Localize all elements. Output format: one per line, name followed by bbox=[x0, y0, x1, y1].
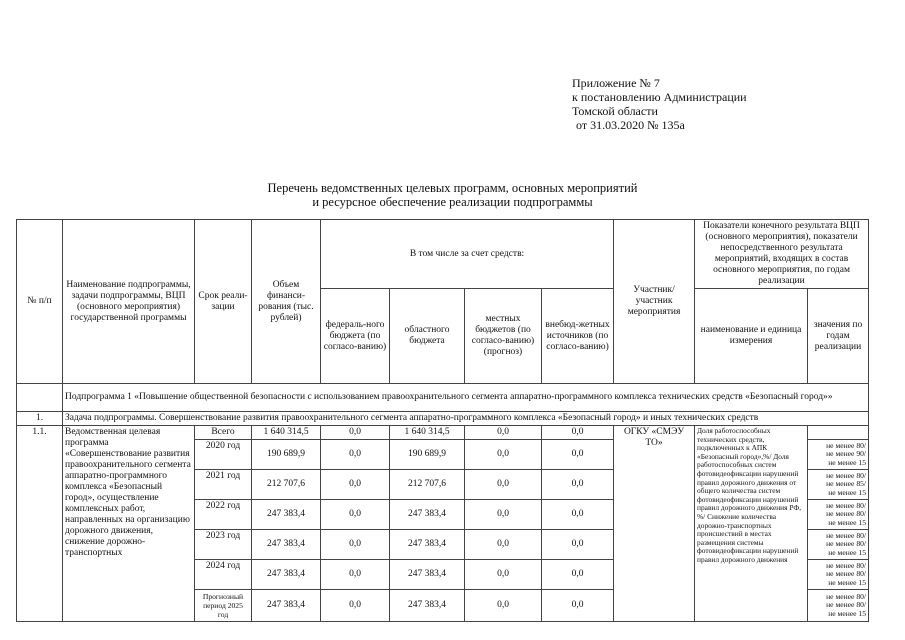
indicator-values bbox=[808, 530, 869, 560]
header-indicators: Показатели конечного результата ВЦП (основного мероприятия), показатели непосредственного результата мероприятий, входящих в состав основного мероприятия, по годам реализации bbox=[695, 220, 869, 289]
volume-cell: 247 383,4 bbox=[252, 590, 321, 622]
header-num: № п/п bbox=[17, 220, 63, 384]
appendix-line: Приложение № 7 bbox=[572, 76, 660, 90]
document-title bbox=[0, 181, 905, 209]
indicator-value: не менее 15 bbox=[828, 457, 867, 467]
header-offbudget: внебюд-жетных источников (по согласо-ванию) bbox=[542, 289, 614, 384]
federal-cell: 0,0 bbox=[321, 440, 390, 470]
task-num: 1. bbox=[17, 412, 63, 426]
appendix-line: от 31.03.2020 № 135а bbox=[576, 118, 685, 132]
term-cell: Прогнозный период 2025 год bbox=[195, 590, 252, 622]
indicator-value: не менее 90/ bbox=[826, 449, 867, 459]
title-line: и ресурсное обеспечение реализации подпрограммы bbox=[312, 195, 593, 209]
appendix-line: к постановлению Администрации bbox=[572, 90, 747, 104]
indicator-value: не менее 15 bbox=[828, 517, 867, 527]
indicator-text: Доля работоспособных технических средств, подключенных к АПК «Безопасный город»,%/ Доля работоспособных систем фотовидеофиксации нарушений правил дорожного движения от общего количества систем фотовидеофиксации нарушений правил дорожного движения РФ, %/ Снижение количества дорожно-транспортных происшествий в местах размещения системы фотовидеофиксации нарушений правил дорожного движения bbox=[695, 426, 808, 622]
volume-cell: 1 640 314,5 bbox=[252, 426, 321, 440]
indicator-value: не менее 85/ bbox=[826, 479, 867, 489]
indicator-value: не менее 80/ bbox=[826, 569, 867, 579]
federal-cell: 0,0 bbox=[321, 530, 390, 560]
header-ind-values: значения по годам реализации bbox=[808, 289, 869, 384]
offbudget-cell: 0,0 bbox=[542, 426, 614, 440]
indicator-value: не менее 15 bbox=[828, 608, 867, 618]
appendix-header bbox=[572, 76, 747, 132]
local-cell: 0,0 bbox=[465, 560, 542, 590]
federal-cell: 0,0 bbox=[321, 470, 390, 500]
indicator-values bbox=[808, 500, 869, 530]
header-volume: Объем финанси-рования (тыс. рублей) bbox=[252, 220, 321, 384]
indicator-value: не менее 80/ bbox=[826, 440, 867, 450]
header-participant: Участник/ участник мероприятия bbox=[614, 220, 695, 384]
federal-cell: 0,0 bbox=[321, 426, 390, 440]
volume-cell: 212 707,6 bbox=[252, 470, 321, 500]
header-federal: федераль-ного бюджета (по согласо-ванию) bbox=[321, 289, 390, 384]
indicator-values bbox=[808, 440, 869, 470]
indicator-value: не менее 80/ bbox=[826, 539, 867, 549]
indicator-value: не менее 80/ bbox=[826, 500, 867, 510]
offbudget-cell: 0,0 bbox=[542, 500, 614, 530]
offbudget-cell: 0,0 bbox=[542, 470, 614, 500]
local-cell: 0,0 bbox=[465, 470, 542, 500]
local-cell: 0,0 bbox=[465, 500, 542, 530]
indicator-value: не менее 80/ bbox=[826, 591, 867, 601]
indicator-value: не менее 80/ bbox=[826, 600, 867, 610]
federal-cell: 0,0 bbox=[321, 590, 390, 622]
local-cell: 0,0 bbox=[465, 440, 542, 470]
term-cell: Всего bbox=[195, 426, 252, 440]
offbudget-cell: 0,0 bbox=[542, 530, 614, 560]
appendix-line: Томской области bbox=[572, 104, 658, 118]
title-line: Перечень ведомственных целевых программ, основных мероприятий bbox=[267, 181, 638, 195]
offbudget-cell: 0,0 bbox=[542, 560, 614, 590]
indicator-value: не менее 80/ bbox=[826, 560, 867, 570]
federal-cell: 0,0 bbox=[321, 560, 390, 590]
regional-cell: 212 707,6 bbox=[390, 470, 465, 500]
term-cell: 2021 год bbox=[195, 470, 252, 500]
header-incl: В том числе за счет средств: bbox=[321, 220, 614, 289]
term-cell: 2020 год bbox=[195, 440, 252, 470]
indicator-value: не менее 15 bbox=[828, 487, 867, 497]
regional-cell: 1 640 314,5 bbox=[390, 426, 465, 440]
indicator-value: не менее 15 bbox=[828, 577, 867, 587]
header-ind-name: наименование и единица измерения bbox=[695, 289, 808, 384]
header-regional: областного бюджета bbox=[390, 289, 465, 384]
volume-cell: 247 383,4 bbox=[252, 500, 321, 530]
volume-cell: 190 689,9 bbox=[252, 440, 321, 470]
header-name: Наименование подпрограммы, задачи подпрограммы, ВЦП (основного мероприятия) государственной программы bbox=[63, 220, 195, 384]
local-cell: 0,0 bbox=[465, 530, 542, 560]
offbudget-cell: 0,0 bbox=[542, 440, 614, 470]
task-text: Задача подпрограммы. Совершенствование развития правоохранительного сегмента аппаратно-программного комплекса «Безопасный город» и иных технических средств bbox=[63, 412, 869, 426]
federal-cell: 0,0 bbox=[321, 500, 390, 530]
regional-cell: 247 383,4 bbox=[390, 560, 465, 590]
volume-cell: 247 383,4 bbox=[252, 530, 321, 560]
subprogram-title: Подпрограмма 1 «Повышение общественной безопасности с использованием правоохранительного сегмента аппаратно-программного комплекса технических средств «Безопасный город»» bbox=[63, 384, 869, 412]
indicator-value: не менее 80/ bbox=[826, 470, 867, 480]
local-cell: 0,0 bbox=[465, 590, 542, 622]
indicator-values bbox=[808, 560, 869, 590]
offbudget-cell: 0,0 bbox=[542, 590, 614, 622]
indicator-value: не менее 80/ bbox=[826, 509, 867, 519]
volume-cell: 247 383,4 bbox=[252, 560, 321, 590]
participant-cell: ОГКУ «СМЭУ ТО» bbox=[614, 426, 695, 622]
indicator-value: не менее 80/ bbox=[826, 530, 867, 540]
regional-cell: 247 383,4 bbox=[390, 500, 465, 530]
indicator-values bbox=[808, 590, 869, 622]
regional-cell: 247 383,4 bbox=[390, 530, 465, 560]
indicator-value: не менее 15 bbox=[828, 547, 867, 557]
term-cell: 2022 год bbox=[195, 500, 252, 530]
header-term: Срок реали-зации bbox=[195, 220, 252, 384]
item-name: Ведомственная целевая программа «Совершенствование развития правоохранительного сегмента аппаратно-программного комплекса «Безопасный город», осуществление комплексных работ, направленных на организацию дорожного движения, снижение дорожно-транспортных bbox=[63, 426, 195, 622]
header-local: местных бюджетов (по согласо-ванию) (прогноз) bbox=[465, 289, 542, 384]
regional-cell: 190 689,9 bbox=[390, 440, 465, 470]
item-num: 1.1. bbox=[17, 426, 63, 622]
indicator-values bbox=[808, 470, 869, 500]
regional-cell: 247 383,4 bbox=[390, 590, 465, 622]
local-cell: 0,0 bbox=[465, 426, 542, 440]
term-cell: 2023 год bbox=[195, 530, 252, 560]
term-cell: 2024 год bbox=[195, 560, 252, 590]
program-table bbox=[16, 219, 869, 622]
